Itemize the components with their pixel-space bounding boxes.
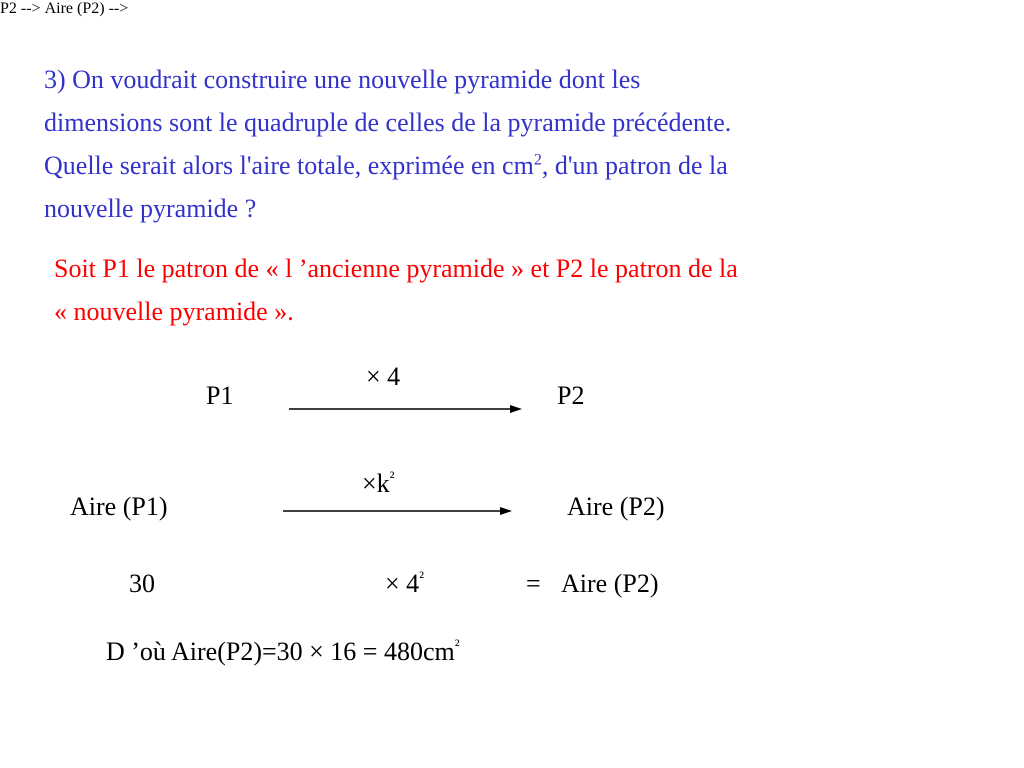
question-line-1: 3) On voudrait construire une nouvelle pyramide dont les: [44, 65, 641, 94]
question-line-4: nouvelle pyramide ?: [44, 194, 257, 223]
question-line-3: [44, 144, 1004, 187]
conclusion-unit-exponent: ²: [454, 637, 460, 655]
row2-operator-exponent: ²: [389, 469, 395, 487]
question-line-3-start: Quelle serait alors l'aire totale, exprimée en cm: [44, 151, 534, 180]
question-unit-exponent: 2: [533, 151, 542, 169]
row3-operator-base: × 4: [385, 569, 420, 598]
row1-right-label: P2: [557, 381, 585, 410]
row3-result: Aire (P2): [561, 569, 659, 598]
row1-left-label: P1: [206, 381, 234, 410]
row1-operator: × 4: [366, 362, 401, 391]
statement-line-1: Soit P1 le patron de « l ’ancienne pyramide » et P2 le patron de la: [54, 254, 738, 283]
row3-equals: =: [526, 569, 541, 598]
row2-operator-base: ×k: [362, 469, 390, 498]
question-line-3-end: , d'un patron de la: [541, 151, 728, 180]
row3-operator-exponent: ²: [419, 569, 425, 587]
row2-left-label: Aire (P1): [70, 492, 168, 521]
row3-operator: [385, 569, 424, 599]
statement-line-2: « nouvelle pyramide ».: [54, 297, 294, 326]
row2-right-label: Aire (P2): [567, 492, 665, 521]
conclusion-expression: D ’où Aire(P2)=30 × 16 = 480cm: [106, 637, 455, 666]
question-text: [44, 58, 1004, 230]
conclusion-text: [106, 637, 460, 667]
row2-operator: [362, 469, 395, 499]
row1-arrow: [288, 402, 524, 416]
statement-text: [54, 247, 1014, 333]
question-line-2: dimensions sont le quadruple de celles de la pyramide précédente.: [44, 108, 732, 137]
row2-arrow: [282, 504, 514, 518]
row3-value: 30: [129, 569, 155, 598]
